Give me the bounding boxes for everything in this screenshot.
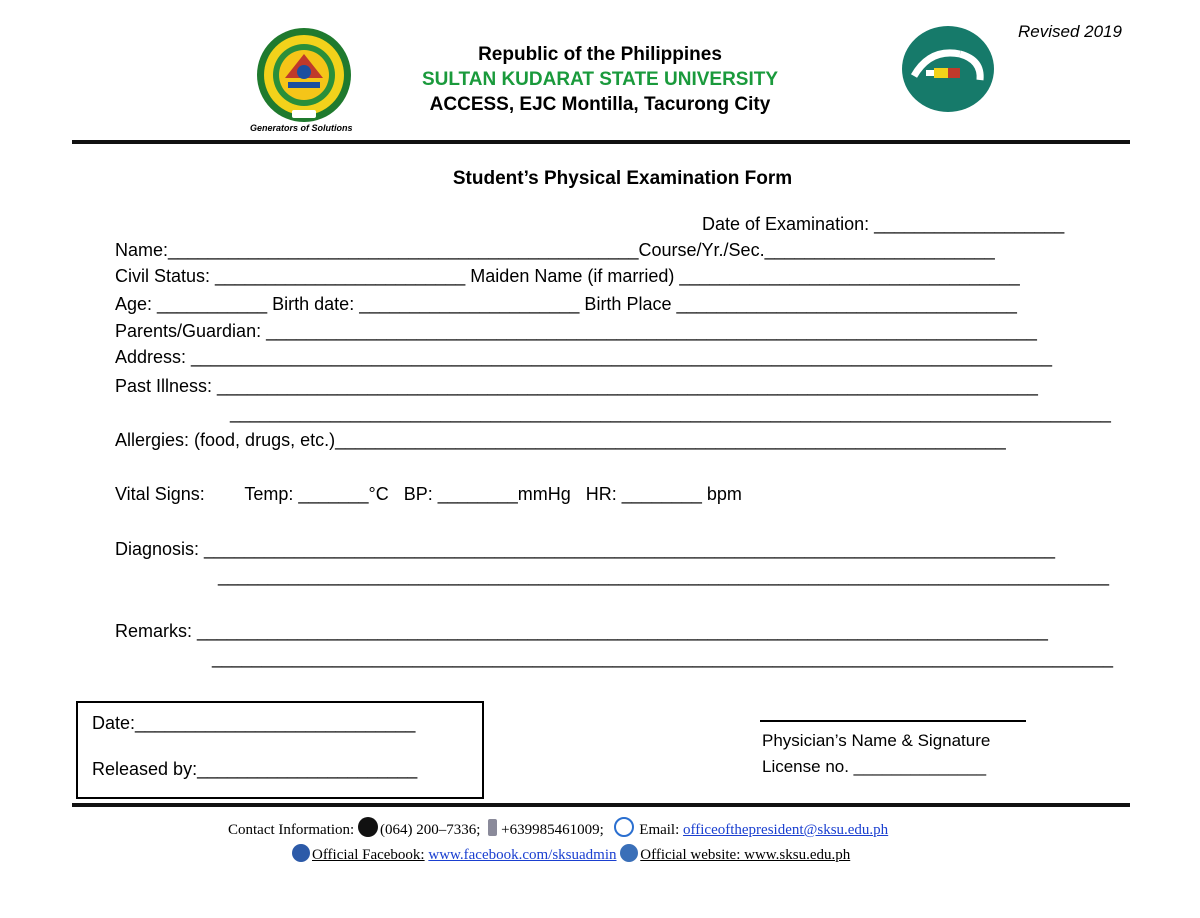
license-number-field[interactable]: License no. ______________: [762, 757, 987, 776]
contact-label: Contact Information:: [228, 822, 355, 838]
mobile-number: +639985461009;: [501, 822, 604, 838]
footer-divider: [72, 803, 1130, 807]
header-campus: ACCESS, EJC Montilla, Tacurong City: [429, 94, 771, 115]
phone-icon: [358, 817, 378, 837]
physician-signature-line[interactable]: [760, 720, 1026, 722]
facebook-icon: [292, 844, 310, 862]
past-illness-field-line-2[interactable]: ________________________________________________________________________________________: [230, 403, 1111, 423]
released-by-field[interactable]: Released by:______________________: [92, 759, 418, 779]
header-university: SULTAN KUDARAT STATE UNIVERSITY: [421, 69, 779, 90]
parents-guardian-field[interactable]: Parents/Guardian: _____________________________________________________________________________: [115, 321, 1037, 341]
date-of-examination-field[interactable]: Date of Examination: ___________________: [702, 214, 1065, 234]
globe-icon: [620, 844, 638, 862]
diagnosis-field[interactable]: Diagnosis: _____________________________________________________________________________________: [115, 539, 1055, 559]
contact-info-line: [228, 817, 888, 839]
vital-signs-field[interactable]: Vital Signs: Temp: _______°C BP: ________mmHg HR: ________ bpm: [115, 484, 742, 504]
revision-label: Revised 2019: [1018, 22, 1122, 41]
email-label: Email:: [639, 822, 680, 838]
release-date-field[interactable]: Date:____________________________: [92, 713, 416, 733]
allergies-field[interactable]: Allergies: (food, drugs, etc.)___________________________________________________________________: [115, 430, 1006, 450]
past-illness-field[interactable]: Past Illness: __________________________________________________________________________________: [115, 376, 1038, 396]
form-title: Student’s Physical Examination Form: [452, 168, 793, 189]
facebook-label: Official Facebook:: [312, 847, 425, 863]
physician-signature-label: Physician’s Name & Signature: [762, 731, 991, 750]
facebook-link[interactable]: www.facebook.com/sksuadmin: [428, 847, 617, 863]
email-icon: [614, 817, 634, 837]
diagnosis-field-line-2[interactable]: _________________________________________________________________________________________: [218, 566, 1109, 586]
motto-text: Generators of Solutions: [250, 123, 353, 133]
social-info-line: [292, 844, 850, 864]
header-republic: Republic of the Philippines: [478, 44, 722, 65]
release-box: [76, 701, 484, 799]
email-link[interactable]: officeofthepresident@sksu.edu.ph: [683, 822, 889, 838]
mobile-phone-icon: [488, 819, 497, 836]
address-field[interactable]: Address: ______________________________________________________________________________________: [115, 347, 1052, 367]
website-link[interactable]: Official website: www.sksu.edu.ph: [640, 847, 851, 863]
remarks-field[interactable]: Remarks: _____________________________________________________________________________________: [115, 621, 1048, 641]
phone-number: (064) 200–7336;: [379, 822, 481, 838]
name-course-field[interactable]: Name:_______________________________________________Course/Yr./Sec._______________________: [115, 240, 995, 260]
header-divider: [72, 140, 1130, 144]
university-seal-logo: [255, 26, 353, 124]
age-birth-field[interactable]: Age: ___________ Birth date: ______________________ Birth Place __________________________________: [115, 294, 1017, 314]
civil-status-maiden-name-field[interactable]: Civil Status: _________________________ Maiden Name (if married) __________________________________: [115, 266, 1020, 286]
remarks-field-line-2[interactable]: __________________________________________________________________________________________: [212, 648, 1113, 668]
access-campus-logo: [900, 24, 996, 114]
